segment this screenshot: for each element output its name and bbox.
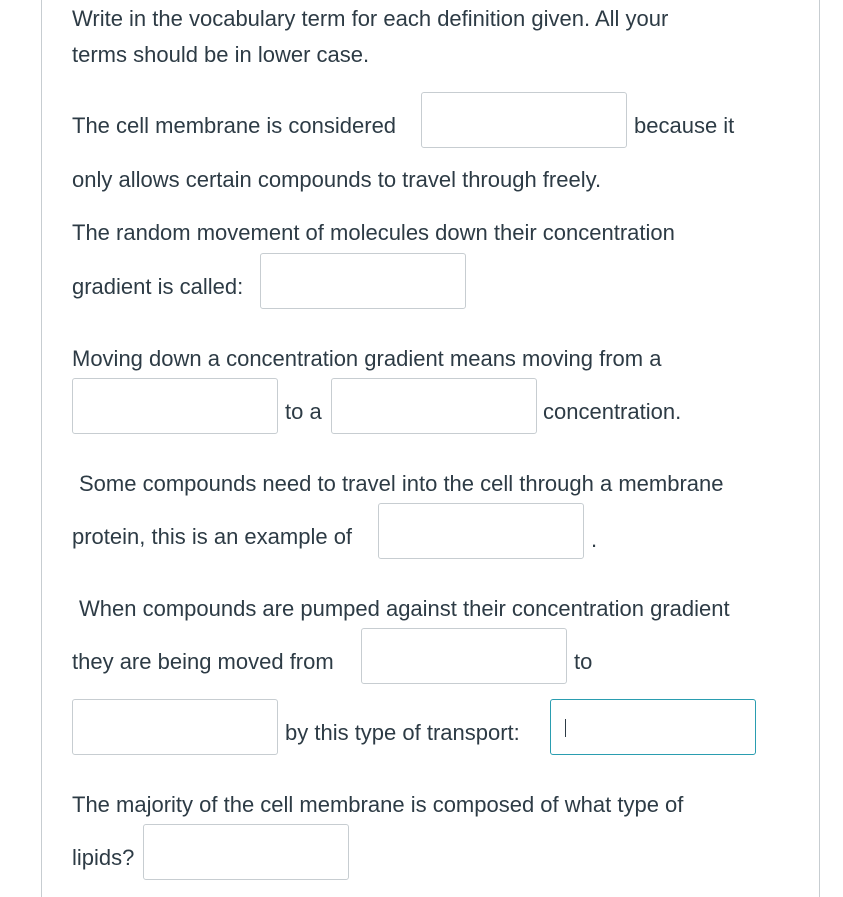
instructions-line-1: Write in the vocabulary term for each definition given. All your bbox=[72, 6, 669, 31]
q1-text-line-2: only allows certain compounds to travel through freely. bbox=[72, 167, 602, 192]
q3-answer-input-2[interactable] bbox=[332, 379, 536, 433]
q5-text-before-box-3: by this type of transport: bbox=[285, 720, 520, 745]
q3-answer-input-1[interactable] bbox=[73, 379, 277, 433]
q3-text-line-1: Moving down a concentration gradient means moving from a bbox=[72, 346, 662, 371]
q1-text-before: The cell membrane is considered bbox=[72, 113, 397, 138]
q4-answer-field[interactable] bbox=[378, 503, 584, 559]
q3-answer-field-2[interactable] bbox=[331, 378, 537, 434]
q2-text-line-2: gradient is called: bbox=[72, 274, 244, 299]
q2-answer-input[interactable] bbox=[261, 254, 465, 308]
q1-answer-field[interactable] bbox=[421, 92, 627, 148]
q5-text-line-2: they are being moved from bbox=[72, 649, 334, 674]
q1-answer-input[interactable] bbox=[422, 93, 626, 147]
q5-text-after-box-1: to bbox=[574, 649, 593, 674]
instructions-line-2: terms should be in lower case. bbox=[72, 42, 370, 67]
text-cursor bbox=[565, 719, 566, 737]
q6-answer-field[interactable] bbox=[143, 824, 349, 880]
q5-answer-input-1[interactable] bbox=[362, 629, 566, 683]
q4-answer-input[interactable] bbox=[379, 504, 583, 558]
q5-answer-input-2[interactable] bbox=[73, 700, 277, 754]
q2-answer-field[interactable] bbox=[260, 253, 466, 309]
q5-text-line-1: When compounds are pumped against their concentration gradient bbox=[79, 596, 730, 621]
q3-text-middle: to a bbox=[285, 399, 322, 424]
q6-answer-input[interactable] bbox=[144, 825, 348, 879]
q5-answer-field-3[interactable] bbox=[550, 699, 756, 755]
q3-text-after: concentration. bbox=[543, 399, 682, 424]
q5-answer-input-3[interactable] bbox=[551, 700, 755, 754]
q6-text-line-2: lipids? bbox=[72, 845, 135, 870]
q4-text-after: . bbox=[591, 527, 598, 552]
q5-answer-field-1[interactable] bbox=[361, 628, 567, 684]
q5-answer-field-2[interactable] bbox=[72, 699, 278, 755]
q1-text-after: because it bbox=[634, 113, 735, 138]
q4-text-line-2: protein, this is an example of bbox=[72, 524, 353, 549]
q6-text-line-1: The majority of the cell membrane is composed of what type of bbox=[72, 792, 684, 817]
q4-text-line-1: Some compounds need to travel into the cell through a membrane bbox=[79, 471, 724, 496]
q3-answer-field-1[interactable] bbox=[72, 378, 278, 434]
q2-text-line-1: The random movement of molecules down their concentration bbox=[72, 220, 675, 245]
